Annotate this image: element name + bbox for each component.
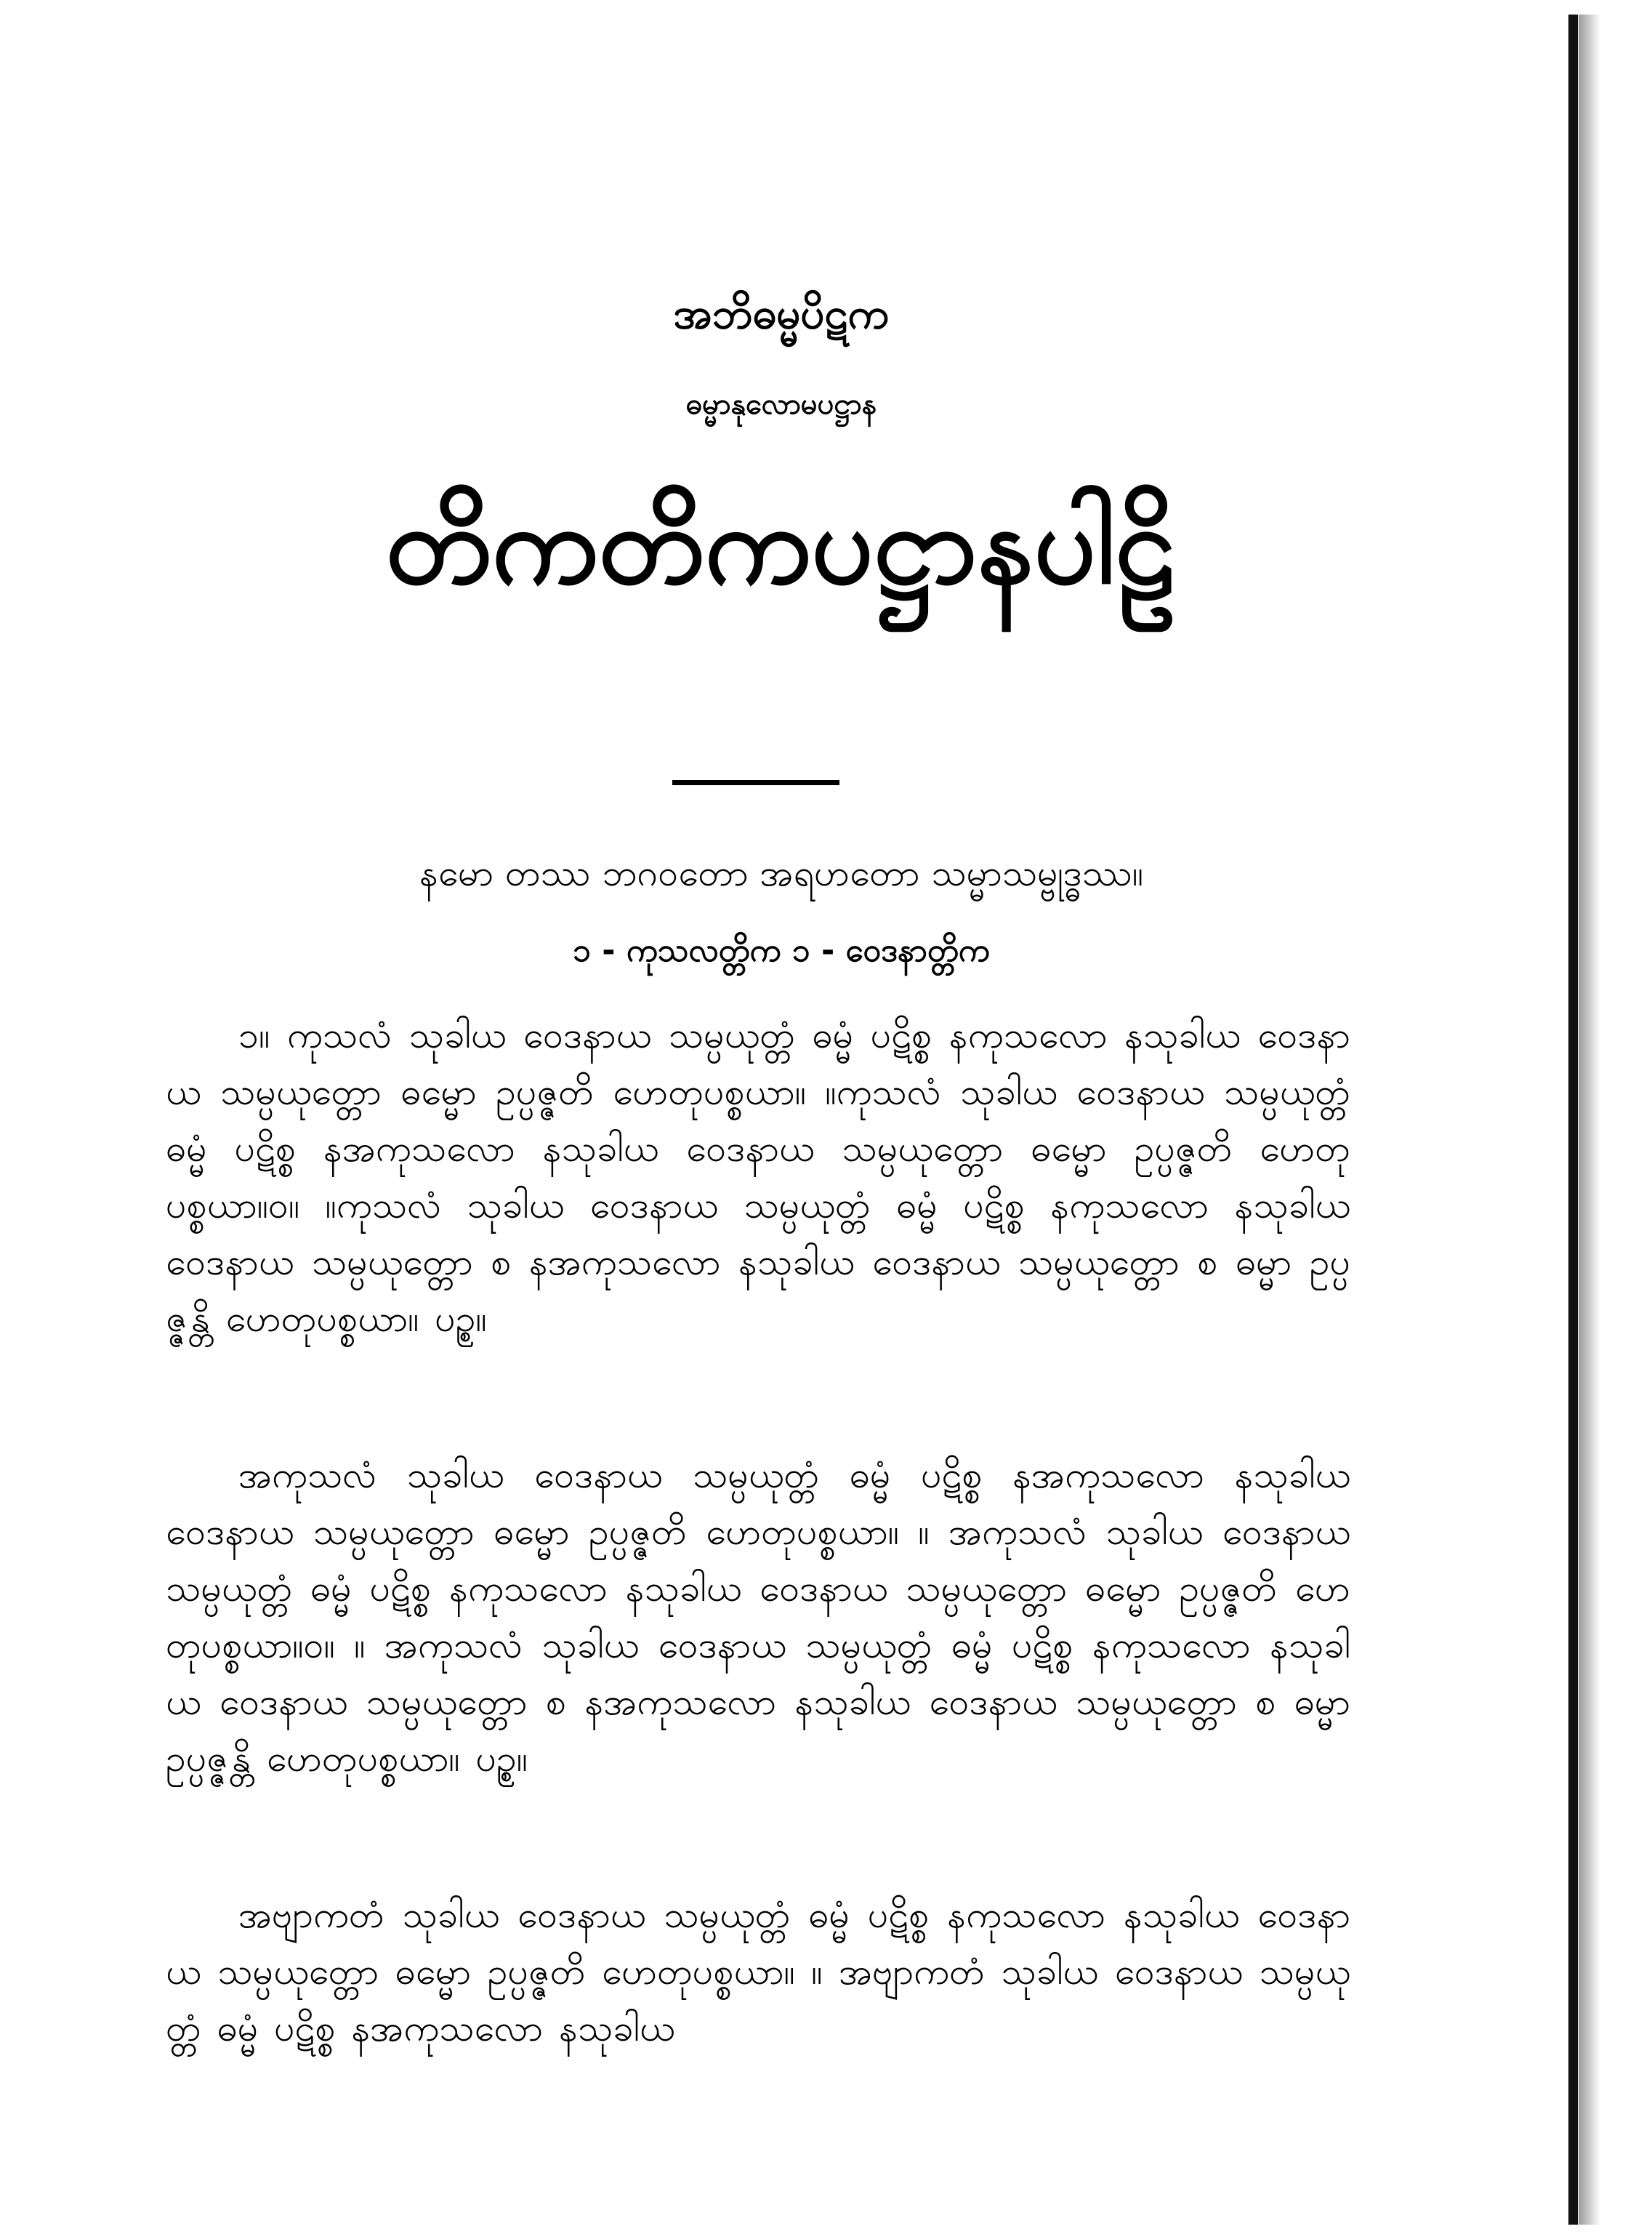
section-heading: ၁ - ကုသလတ္တိက ၁ - ဝေဒနာတ္တိက (573, 932, 990, 969)
title-divider (672, 780, 839, 785)
paragraph-3: အဗျာကတံ သုခါယ ဝေဒနာယ သမ္ပယုတ္တံ ဓမ္မံ ပဋိစ္စ နကုသလော နသုခါယ ဝေဒနာယ သမ္ပယုတ္တော ဓမ္မော ဥပ္ပဇ္ဇတိ ဟေတုပစ္စယာ။ ။ အဗျာကတံ သုခါယ ဝေဒနာယ သမ္ပယုတ္တံ ဓမ္မံ ပဋိစ္စ နအကုသလော နသုခါယ (166, 1894, 1350, 2049)
invocation-line: နမော တဿ ဘဂဝတော အရဟတော သမ္မာသမ္ဗုဒ္ဓဿ။ (419, 852, 1144, 894)
paragraph-1: ၁။ ကုသလံ သုခါယ ဝေဒနာယ သမ္ပယုတ္တံ ဓမ္မံ ပဋိစ္စ နကုသလော နသုခါယ ဝေဒနာယ သမ္ပယုတ္တော ဓမ္မော ဥပ္ပဇ္ဇတိ ဟေတုပစ္စယာ။ ။ကုသလံ သုခါယ ဝေဒနာယ သမ္ပယုတ္တံ ဓမ္မံ ပဋိစ္စ နအကုသလော နသုခါယ ဝေဒနာယ သမ္ပယုတ္တော ဓမ္မော ဥပ္ပဇ္ဇတိ ဟေတုပစ္စယာ။၀။ ။ကုသလံ သုခါယ ဝေဒနာယ သမ္ပယုတ္တံ ဓမ္မံ ပဋိစ္စ နကုသလော နသုခါယ ဝေဒနာယ သမ္ပယုတ္တော စ နအကုသလော နသုခါယ ဝေဒနာယ သမ္ပယုတ္တော စ ဓမ္မာ ဥပ္ပဇ္ဇန္တိ ဟေတုပစ္စယာ။ ပဉ္စ။ (166, 1014, 1350, 1340)
paragraph-2: အကုသလံ သုခါယ ဝေဒနာယ သမ္ပယုတ္တံ ဓမ္မံ ပဋိစ္စ နအကုသလော နသုခါယ ဝေဒနာယ သမ္ပယုတ္တော ဓမ္မော ဥပ္ပဇ္ဇတိ ဟေတုပစ္စယာ။ ။ အကုသလံ သုခါယ ဝေဒနာယ သမ္ပယုတ္တံ ဓမ္မံ ပဋိစ္စ နကုသလော နသုခါယ ဝေဒနာယ သမ္ပယုတ္တော ဓမ္မော ဥပ္ပဇ္ဇတိ ဟေတုပစ္စယာ။၀။ ။ အကုသလံ သုခါယ ဝေဒနာယ သမ္ပယုတ္တံ ဓမ္မံ ပဋိစ္စ နကုသလော နသုခါယ ဝေဒနာယ သမ္ပယုတ္တော စ နအကုသလော နသုခါယ ဝေဒနာယ သမ္ပယုတ္တော စ ဓမ္မာ ဥပ္ပဇ္ဇန္တိ ဟေတုပစ္စယာ။ ပဉ္စ။ (166, 1454, 1350, 1780)
page-edge-bar (1568, 15, 1578, 2225)
pitaka-heading: အဘိဓမ္မပိဋက (673, 289, 890, 338)
page-edge-shadow (1579, 15, 1600, 2225)
page-title: တိကတိကပဋ္ဌာနပါဠိ (385, 482, 1177, 609)
subtitle-heading: ဓမ္မာနုလောမပဋ္ဌာန (685, 387, 877, 421)
